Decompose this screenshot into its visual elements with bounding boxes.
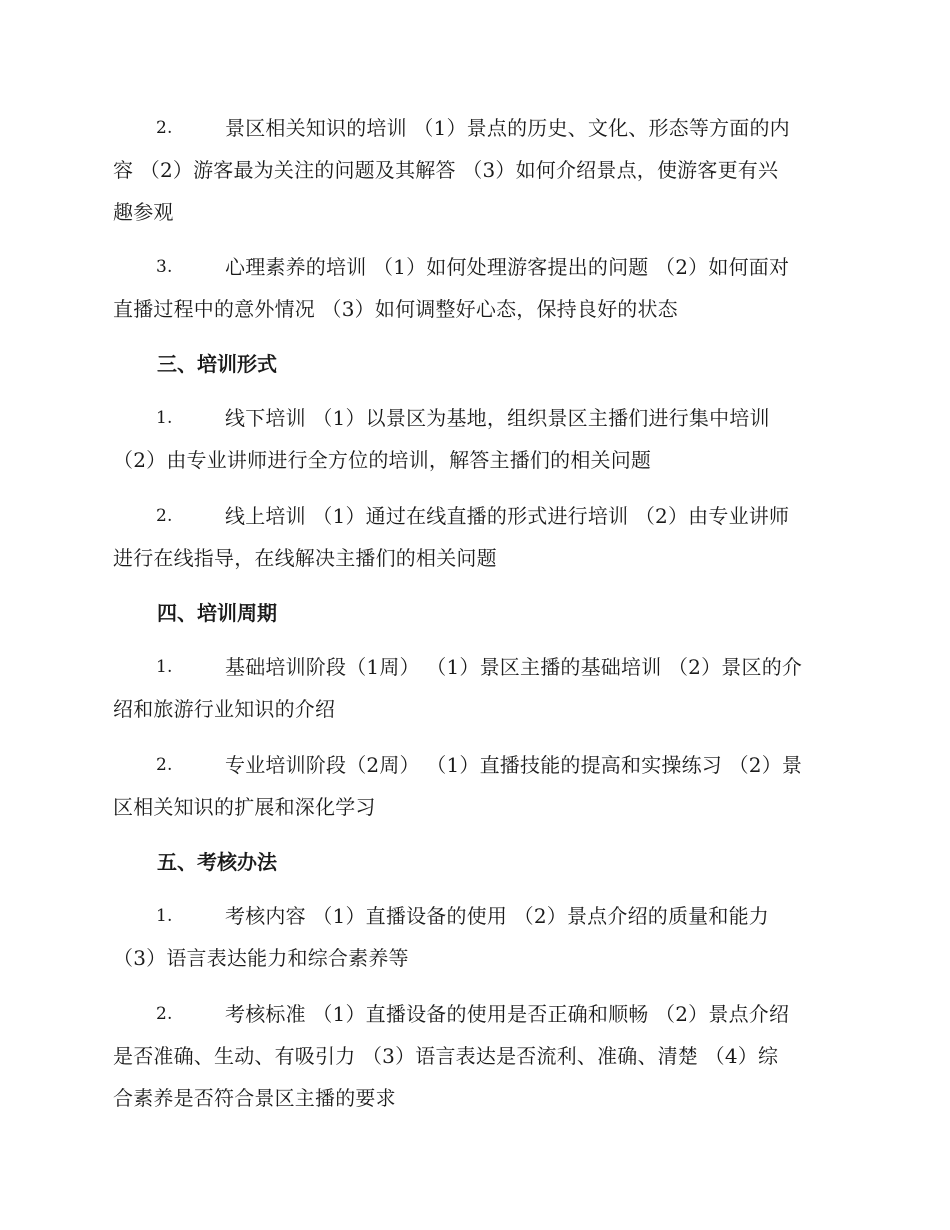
- item-text-line: 区相关知识的扩展和深化学习: [113, 795, 376, 819]
- item-text-line: 合素养是否符合景区主播的要求: [113, 1086, 396, 1110]
- item-text-line: 容 （2）游客最为关注的问题及其解答 （3）如何介绍景点，使游客更有兴: [113, 158, 779, 182]
- list-item: [113, 246, 838, 330]
- item-number: 3.: [156, 257, 173, 277]
- section-heading: 四、培训周期: [157, 601, 277, 625]
- list-item: [113, 744, 838, 828]
- item-text-line: 绍和旅游行业知识的介绍: [113, 697, 336, 721]
- item-number: 2.: [156, 755, 173, 775]
- item-text-line: 基础培训阶段（1周） （1）景区主播的基础培训 （2）景区的介: [225, 655, 803, 679]
- item-number: 1.: [156, 657, 173, 677]
- list-item: [113, 107, 838, 233]
- item-text-line: 心理素养的培训 （1）如何处理游客提出的问题 （2）如何面对: [225, 255, 790, 279]
- list-item: [113, 895, 838, 979]
- item-text-line: 是否准确、生动、有吸引力 （3）语言表达是否流利、准确、清楚 （4）综: [113, 1044, 779, 1068]
- list-item: [113, 397, 838, 481]
- item-number: 1.: [156, 408, 173, 428]
- item-number: 1.: [156, 906, 173, 926]
- item-text-line: 景区相关知识的培训 （1）景点的历史、文化、形态等方面的内: [225, 116, 790, 140]
- item-text-line: 进行在线指导，在线解决主播们的相关问题: [113, 546, 497, 570]
- list-item: [113, 993, 838, 1119]
- item-text-line: 考核标准 （1）直播设备的使用是否正确和顺畅 （2）景点介绍: [225, 1002, 790, 1026]
- item-text-line: 专业培训阶段（2周） （1）直播技能的提高和实操练习 （2）景: [225, 753, 803, 777]
- item-text-line: 考核内容 （1）直播设备的使用 （2）景点介绍的质量和能力: [225, 904, 769, 928]
- section-heading: 五、考核办法: [157, 850, 277, 874]
- item-number: 2.: [156, 1004, 173, 1024]
- item-number: 2.: [156, 506, 173, 526]
- item-text-line: 线下培训 （1）以景区为基地，组织景区主播们进行集中培训: [225, 406, 770, 430]
- section-heading: 三、培训形式: [157, 352, 277, 376]
- item-text-line: （3）语言表达能力和综合素养等: [113, 946, 409, 970]
- item-text-line: 趣参观: [113, 200, 174, 224]
- item-number: 2.: [156, 118, 173, 138]
- item-text-line: （2）由专业讲师进行全方位的培训，解答主播们的相关问题: [113, 448, 652, 472]
- item-text-line: 线上培训 （1）通过在线直播的形式进行培训 （2）由专业讲师: [225, 504, 790, 528]
- item-text-line: 直播过程中的意外情况 （3）如何调整好心态，保持良好的状态: [113, 297, 678, 321]
- list-item: [113, 646, 838, 730]
- list-item: [113, 495, 838, 579]
